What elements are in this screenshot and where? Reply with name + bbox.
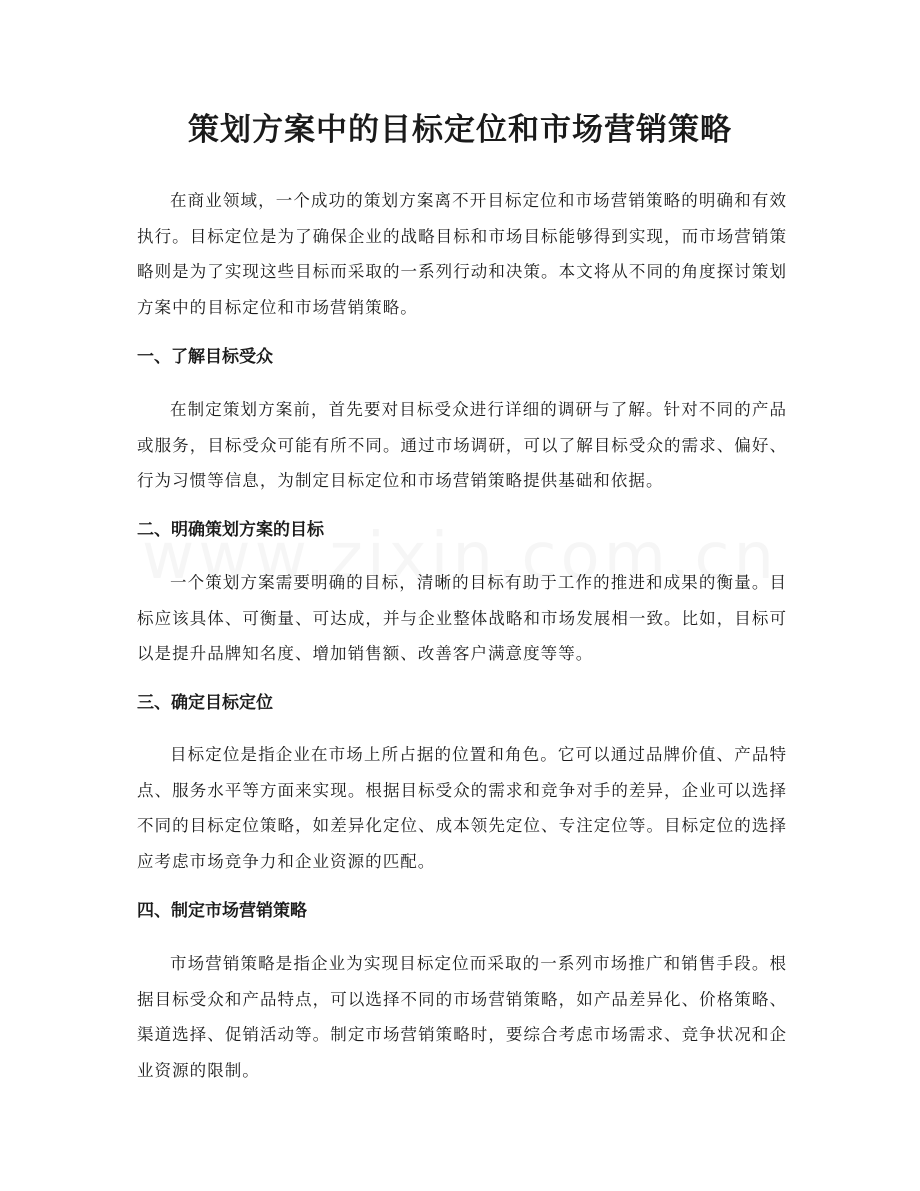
- intro-paragraph: 在商业领域，一个成功的策划方案离不开目标定位和市场营销策略的明确和有效执行。目标定位是为了确保企业的战略目标和市场目标能够得到实现，而市场营销策略则是为了实现这些目标而采取的一系列行动和决策。本文将从不同的角度探讨策划方案中的目标定位和市场营销策略。: [137, 191, 787, 317]
- section-body-3: 目标定位是指企业在市场上所占据的位置和角色。它可以通过品牌价值、产品特点、服务水平等方面来实现。根据目标受众的需求和竞争对手的差异，企业可以选择不同的目标定位策略，如差异化定位、成本领先定位、专注定位等。目标定位的选择应考虑市场竞争力和企业资源的匹配。: [137, 745, 787, 871]
- section-heading-2: 二、明确策划方案的目标: [137, 520, 324, 540]
- section-body-1: 在制定策划方案前，首先要对目标受众进行详细的调研与了解。针对不同的产品或服务，目标受众可能有所不同。通过市场调研，可以了解目标受众的需求、偏好、行为习惯等信息，为制定目标定位和市场营销策略提供基础和依据。: [137, 400, 787, 490]
- document-title: 策划方案中的目标定位和市场营销策略: [188, 112, 732, 148]
- section-body-2: 一个策划方案需要明确的目标，清晰的目标有助于工作的推进和成果的衡量。目标应该具体、可衡量、可达成，并与企业整体战略和市场发展相一致。比如，目标可以是提升品牌知名度、增加销售额、改善客户满意度等等。: [137, 573, 787, 663]
- section-body-4: 市场营销策略是指企业为实现目标定位而采取的一系列市场推广和销售手段。根据目标受众和产品特点，可以选择不同的市场营销策略，如产品差异化、价格策略、渠道选择、促销活动等。制定市场营销策略时，要综合考虑市场需求、竞争状况和企业资源的限制。: [137, 954, 787, 1080]
- section-heading-4: 四、制定市场营销策略: [137, 901, 307, 921]
- section-heading-1: 一、了解目标受众: [137, 347, 273, 367]
- section-heading-3: 三、确定目标定位: [137, 693, 273, 713]
